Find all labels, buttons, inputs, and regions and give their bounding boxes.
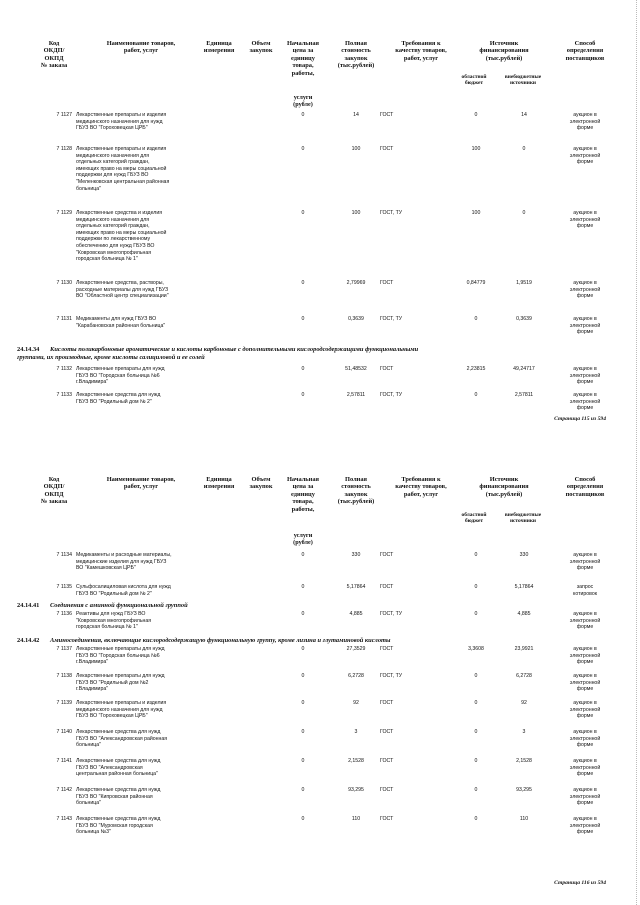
order-number: 7 1134 [56,552,72,558]
procurement-method: запрос котировок [573,584,597,597]
regional-budget: 0 [474,729,478,735]
item-name: Лекарственные средства для нужд ГБУЗ ВО "Александровская районная больница" [76,729,168,749]
item-name: Лекарственные препараты для нужд ГБУЗ ВО "Городская больница №6 г.Владимира" [76,366,165,386]
header-volume: Объем закупок [249,40,273,55]
regional-budget: 0 [474,552,478,558]
requirements: ГОСТ [380,552,394,558]
item-name: Медикаменты и расходные материалы, медицинские изделия для нужд ГБУЗ ВО "Камешковская ЦРБ" [76,552,172,572]
full-cost: 14 [353,112,359,118]
header-cost: Полная стоимость закупок (тыс.рублей) [337,40,375,70]
regional-budget: 0 [474,584,478,590]
document-page-116 [0,470,640,900]
init-price: 0 [301,552,305,558]
init-price: 0 [301,392,305,398]
extra-sources: 6,2728 [516,673,532,679]
requirements: ГОСТ, ТУ [380,392,403,398]
extra-sources: 0 [522,146,526,152]
full-cost: 0,3639 [348,316,364,322]
order-number: 7 1127 [56,112,72,118]
section-code: 24.14.42 [17,637,40,644]
header-method: Способ определения поставщиков [565,40,605,62]
document-page-115 [0,28,640,428]
item-name: Лекарственные препараты для нужд ГБУЗ ВО "Родильный дом №2 г.Владимира" [76,673,165,693]
full-cost: 92 [353,700,359,706]
procurement-method: аукцион в электронной форме [569,729,601,749]
procurement-method: аукцион в электронной форме [569,112,601,132]
section-title: Кислоты поликарбоновые ароматические и кислоты карбоновые с дополнительными кислородсодержащими функциональными группами, их производные, кроме кислоты салициловой и ее солей [17,346,419,361]
header-volume: Объем закупок [249,476,273,491]
regional-budget: 0 [474,611,478,617]
header-source-extra: внебюджетные источники [504,74,542,87]
regional-budget: 0 [474,758,478,764]
full-cost: 2,1528 [348,758,364,764]
section-title: Аминосоединения, включающие кислородсодержащую функциональную группу, кроме лизина и глутаминовой кислоты [50,637,391,644]
item-name: Лекарственные средства для нужд ГБУЗ ВО "Муромская городская больница №3" [76,816,161,836]
full-cost: 3 [354,729,358,735]
item-name: Лекарственные препараты и изделия медицинского назначения для нужд ГБУЗ ВО "Гороховецкая ЦРБ" [76,112,167,132]
extra-sources: 0,3639 [516,316,532,322]
item-name: Лекарственные средства для нужд ГБУЗ ВО "Родильный дом № 2" [76,392,161,405]
order-number: 7 1138 [56,673,72,679]
header-code: Код ОКДП/ ОКПД № заказа [40,476,68,506]
extra-sources: 3 [522,729,526,735]
requirements: ГОСТ, ТУ [380,611,403,617]
init-price: 0 [301,611,305,617]
regional-budget: 0 [474,316,478,322]
procurement-method: аукцион в электронной форме [569,816,601,836]
regional-budget: 0 [474,112,478,118]
extra-sources: 2,1528 [516,758,532,764]
requirements: ГОСТ [380,366,394,372]
requirements: ГОСТ [380,646,394,652]
extra-sources: 49,24717 [513,366,535,372]
init-price: 0 [301,816,305,822]
item-name: Лекарственные препараты и изделия медицинского назначения для отдельных категорий граждан, имеющих право на меры социальной поддержки для нужд ГБУЗ ВО "Меленковская центральная районная больница" [76,146,170,192]
procurement-method: аукцион в электронной форме [569,700,601,720]
item-name: Реактивы для нужд ГБУЗ ВО "Ковровская многопрофильная городская больница № 1" [76,611,152,631]
init-price: 0 [301,758,305,764]
extra-sources: 92 [521,700,527,706]
header-name: Наименование товаров, работ, услуг [106,40,176,55]
header-source: Источник финансирования (тыс.рублей) [479,476,529,498]
order-number: 7 1141 [56,758,72,764]
item-name: Лекарственные препараты и изделия медицинского назначения для нужд ГБУЗ ВО "Гороховецкая ЦРБ" [76,700,167,720]
init-price: 0 [301,646,305,652]
full-cost: 4,885 [349,611,363,617]
extra-sources: 4,885 [517,611,531,617]
requirements: ГОСТ [380,729,394,735]
regional-budget: 2,23815 [466,366,486,372]
requirements: ГОСТ [380,280,394,286]
regional-budget: 0 [474,787,478,793]
order-number: 7 1131 [56,316,72,322]
order-number: 7 1133 [56,392,72,398]
order-number: 7 1130 [56,280,72,286]
order-number: 7 1137 [56,646,72,652]
order-number: 7 1143 [56,816,72,822]
full-cost: 100 [351,146,361,152]
header-code: Код ОКДП/ ОКПД № заказа [40,40,68,70]
init-price: 0 [301,280,305,286]
full-cost: 93,295 [348,787,364,793]
requirements: ГОСТ [380,816,394,822]
requirements: ГОСТ, ТУ [380,210,403,216]
init-price: 0 [301,146,305,152]
order-number: 7 1140 [56,729,72,735]
procurement-method: аукцион в электронной форме [569,280,601,300]
extra-sources: 14 [521,112,527,118]
item-name: Сульфосалициловая кислота для нужд ГБУЗ ВО "Родильный дом № 2" [76,584,171,597]
page-number: Страница 115 из 594 [554,416,606,422]
section-code: 24.14.41 [17,602,40,609]
requirements: ГОСТ, ТУ [380,673,403,679]
section-heading [17,602,517,610]
full-cost: 330 [351,552,361,558]
header-requirements: Требования к качеству товаров, работ, услуг [395,476,447,498]
item-name: Лекарственные средства, растворы, расходные материалы для нужд ГБУЗ ВО "Областной центр специализации" [76,280,169,300]
procurement-method: аукцион в электронной форме [569,758,601,778]
header-name: Наименование товаров, работ, услуг [106,476,176,491]
init-price: 0 [301,210,305,216]
requirements: ГОСТ [380,584,394,590]
order-number: 7 1142 [56,787,72,793]
requirements: ГОСТ [380,787,394,793]
order-number: 7 1139 [56,700,72,706]
regional-budget: 3,3608 [468,646,484,652]
order-number: 7 1135 [56,584,72,590]
order-number: 7 1136 [56,611,72,617]
regional-budget: 0 [474,392,478,398]
extra-sources: 1,9519 [516,280,532,286]
init-price: 0 [301,729,305,735]
procurement-method: аукцион в электронной форме [569,646,601,666]
item-name: Лекарственные средства для нужд ГБУЗ ВО "Кипровская районная больница" [76,787,161,807]
full-cost: 2,79969 [346,280,366,286]
extra-sources: 2,57811 [514,392,534,398]
header-init-price: Начальная цена за единицу товара, работы, [286,476,320,513]
extra-sources: 5,17864 [514,584,534,590]
procurement-method: аукцион в электронной форме [569,552,601,572]
requirements: ГОСТ [380,146,394,152]
procurement-method: аукцион в электронной форме [569,316,601,336]
order-number: 7 1128 [56,146,72,152]
header-cost: Полная стоимость закупок (тыс.рублей) [337,476,375,506]
full-cost: 2,57811 [346,392,366,398]
requirements: ГОСТ [380,700,394,706]
header-method: Способ определения поставщиков [565,476,605,498]
full-cost: 100 [351,210,361,216]
extra-sources: 0 [522,210,526,216]
item-name: Лекарственные средства для нужд ГБУЗ ВО "Александровская центральная районная больница" [76,758,161,778]
section-heading [17,637,517,645]
item-name: Лекарственные препараты для нужд ГБУЗ ВО "Городская больница №6 г.Владимира" [76,646,165,666]
header-source: Источник финансирования (тыс.рублей) [479,40,529,62]
init-price: 0 [301,112,305,118]
header-source-regional: областной бюджет [461,74,487,87]
regional-budget: 100 [471,146,481,152]
full-cost: 6,2728 [348,673,364,679]
header-requirements: Требования к качеству товаров, работ, услуг [395,40,447,62]
init-price: 0 [301,316,305,322]
init-price: 0 [301,584,305,590]
item-name: Медикаменты для нужд ГБУЗ ВО "Карабановская районная больница" [76,316,166,329]
extra-sources: 23,9921 [514,646,534,652]
section-title: Соединения с аминной функциональной группой [50,602,188,609]
header-unit: Единица измерения [203,40,235,55]
procurement-method: аукцион в электронной форме [569,146,601,166]
header-init-price: Начальная цена за единицу товара, работы, [286,40,320,77]
requirements: ГОСТ [380,112,394,118]
procurement-method: аукцион в электронной форме [569,366,601,386]
procurement-method: аукцион в электронной форме [569,673,601,693]
header-init-price-tail: услуги (рубле) [293,94,313,109]
page-number: Страница 116 из 594 [554,880,606,886]
regional-budget: 0 [474,673,478,679]
procurement-method: аукцион в электронной форме [569,392,601,412]
regional-budget: 100 [471,210,481,216]
requirements: ГОСТ [380,758,394,764]
full-cost: 27,3529 [346,646,366,652]
full-cost: 51,48532 [345,366,367,372]
init-price: 0 [301,700,305,706]
requirements: ГОСТ, ТУ [380,316,403,322]
regional-budget: 0,84779 [466,280,486,286]
header-source-regional: областной бюджет [461,512,487,525]
procurement-method: аукцион в электронной форме [569,787,601,807]
item-name: Лекарственные средства и изделия медицинского назначения для отдельных категорий граждан, имеющих право на меры социальной поддержки по лекарственному обеспечению для нужд ГБУЗ ВО "Ковровская многопрофильная городская больница № 1" [76,210,167,263]
order-number: 7 1132 [56,366,72,372]
regional-budget: 0 [474,700,478,706]
init-price: 0 [301,673,305,679]
full-cost: 5,17864 [346,584,366,590]
extra-sources: 93,295 [516,787,532,793]
init-price: 0 [301,366,305,372]
header-init-price-tail: услуги (рубле) [293,532,313,547]
procurement-method: аукцион в электронной форме [569,210,601,230]
extra-sources: 330 [519,552,529,558]
init-price: 0 [301,787,305,793]
header-unit: Единица измерения [203,476,235,491]
header-source-extra: внебюджетные источники [504,512,542,525]
extra-sources: 110 [519,816,529,822]
section-heading [17,346,517,362]
regional-budget: 0 [474,816,478,822]
order-number: 7 1129 [56,210,72,216]
procurement-method: аукцион в электронной форме [569,611,601,631]
full-cost: 110 [351,816,361,822]
section-code: 24.14.34 [17,346,40,353]
